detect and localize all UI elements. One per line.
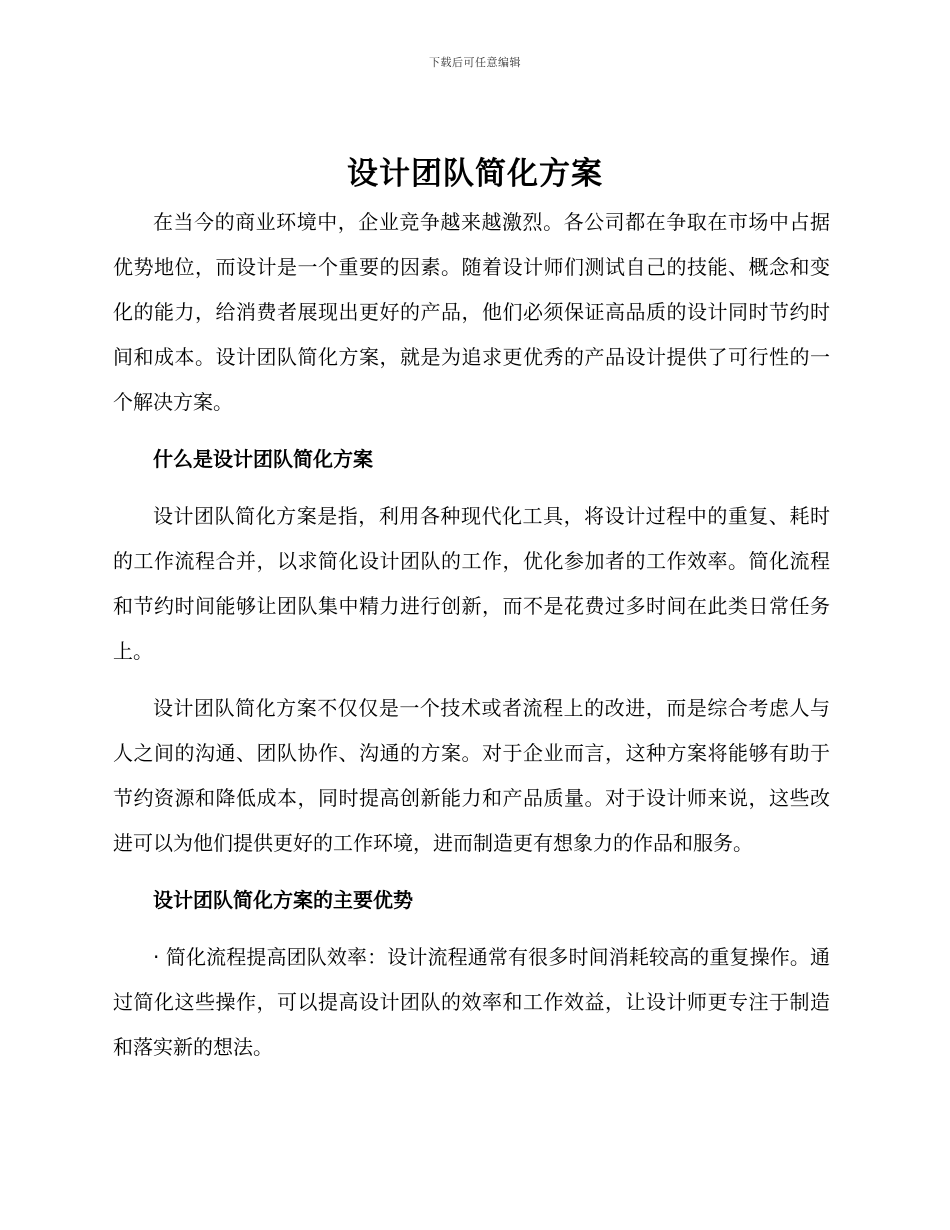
section1-paragraph-1: 设计团队简化方案是指，利用各种现代化工具，将设计过程中的重复、耗时的工作流程合并，以求简化设计团队的工作，优化参加者的工作效率。简化流程和节约时间能够让团队集中精力进行创新，而不是花费过多时间在此类日常任务上。 (113, 504, 830, 663)
document-title: 设计团队简化方案 (347, 156, 603, 192)
section-heading-what-is: 什么是设计团队简化方案 (153, 447, 373, 471)
section-heading-advantages: 设计团队简化方案的主要优势 (153, 888, 413, 912)
header-note: 下载后可任意编辑 (429, 56, 521, 69)
advantage-bullet-1: · 简化流程提高团队效率：设计流程通常有很多时间消耗较高的重复操作。通过简化这些操作，可以提高设计团队的效率和工作效益，让设计师更专注于制造和落实新的想法。 (113, 945, 830, 1059)
section1-paragraph-2: 设计团队简化方案不仅仅是一个技术或者流程上的改进，而是综合考虑人与人之间的沟通、团队协作、沟通的方案。对于企业而言，这种方案将能够有助于节约资源和降低成本，同时提高创新能力和产品质量。对于设计师来说，这些改进可以为他们提供更好的工作环境，进而制造更有想象力的作品和服务。 (113, 696, 830, 855)
intro-paragraph: 在当今的商业环境中，企业竞争越来越激烈。各公司都在争取在市场中占据优势地位，而设计是一个重要的因素。随着设计师们测试自己的技能、概念和变化的能力，给消费者展现出更好的产品，他们必须保证高品质的设计同时节约时间和成本。设计团队简化方案，就是为追求更优秀的产品设计提供了可行性的一个解决方案。 (113, 210, 830, 414)
document-body (113, 200, 830, 1070)
